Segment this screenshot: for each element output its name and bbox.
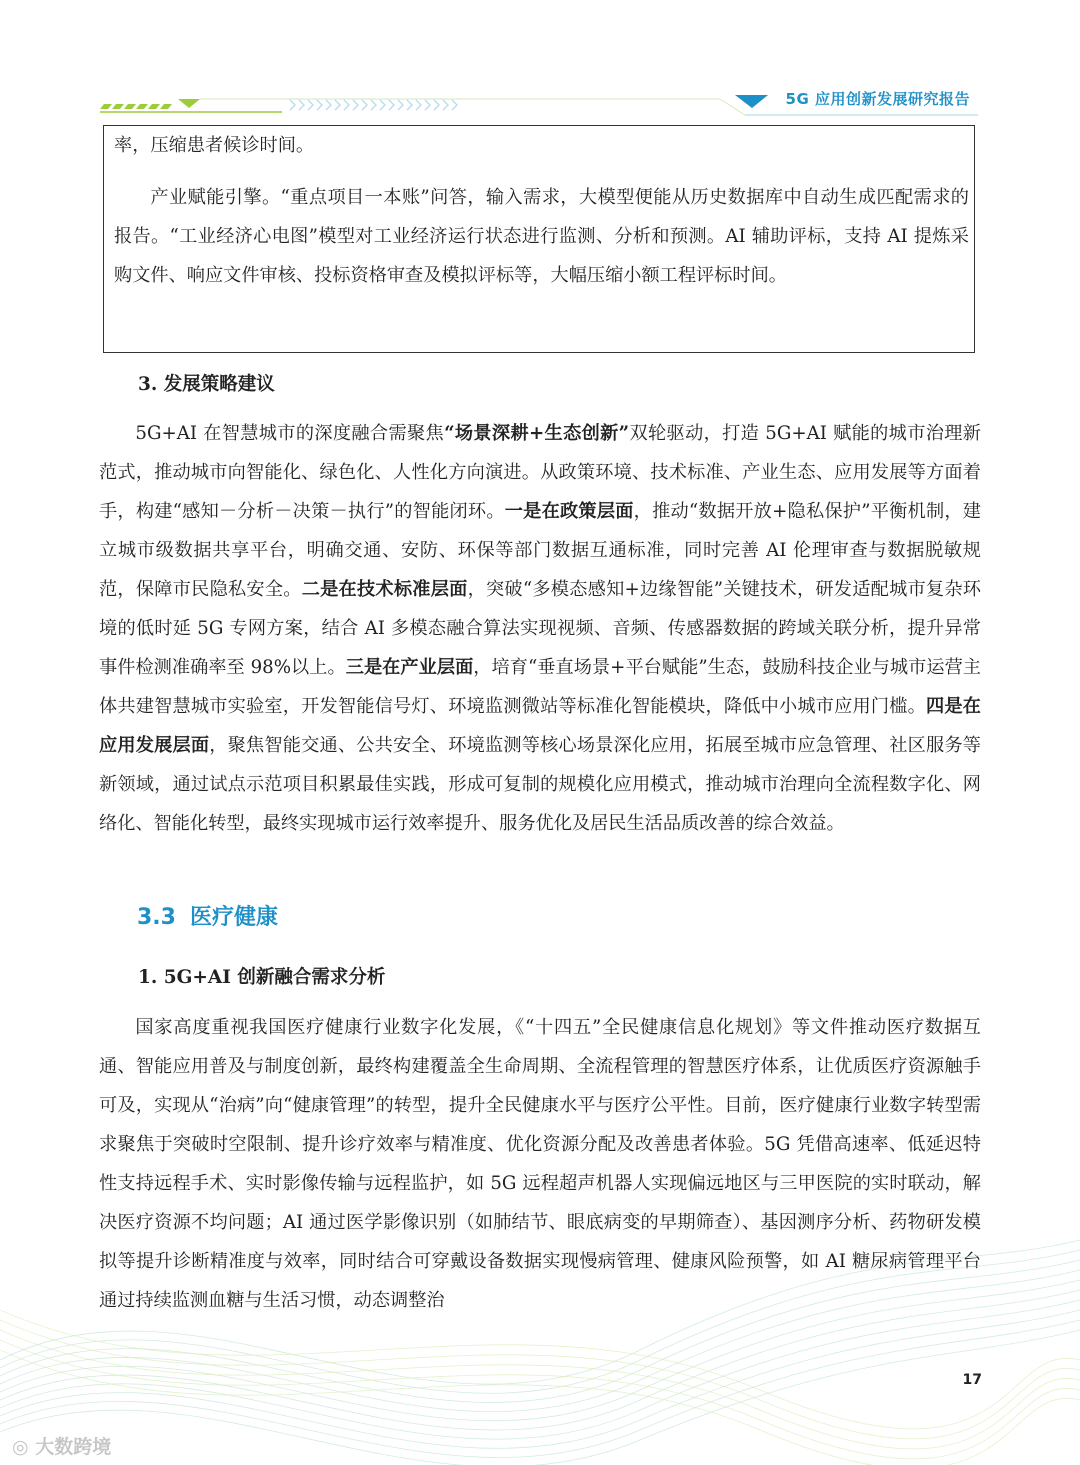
box-line: 率，压缩患者候诊时间。 [114,135,315,156]
section-title-text: 医疗健康 [189,905,278,930]
bold-run: 一是在政策层面 [504,501,634,522]
header-green-triangle [178,99,200,108]
bold-run: 三是在产业层面 [345,657,474,678]
watermark-text: 大数跨境 [35,1436,112,1458]
watermark [12,1432,111,1459]
text-run: 双轮驱动，打造 5G+AI 赋能的城市治理新范式，推动城市向智能化、绿色化、人性化方向演进。从政策环境、技术标准、产业生态、应用发展等方面着手，构建“感知－分析－决策－执行”的智能闭环。 [99,423,981,522]
section-number: 3.3 [137,905,176,930]
header-slash-marks [100,104,172,109]
bold-run: 二是在技术标准层面 [301,579,468,600]
bold-run: 四是在应用发展层面 [99,696,981,756]
text-run: ，突破“多模态感知+边缘智能”关键技术，研发适配城市复杂环境的低时延 5G 专网方案，结合 AI 多模态融合算法实现视频、音频、传感器数据的跨域关联分析，提升异常事件检测准确率至 98%以上。 [99,579,981,678]
header-chevrons [290,100,457,110]
footer-wave-decoration [0,1200,1080,1465]
section-title [137,900,278,931]
subsection-heading: 1. 5G+AI 创新融合需求分析 [138,967,386,988]
header-decoration [0,0,1080,130]
text-run: 5G+AI 在智慧城市的深度融合需聚焦 [135,423,445,444]
report-title: 5G 应用创新发展研究报告 [785,90,970,108]
bold-run: “场景深耕+生态创新” [444,423,630,444]
header-blue-triangle [735,95,768,108]
watermark-logo-icon: ◎ [12,1436,36,1458]
section-heading: 3. 发展策略建议 [138,374,275,395]
box-paragraph: 产业赋能引擎。“重点项目一本账”问答，输入需求，大模型便能从历史数据库中自动生成匹配需求的报告。“工业经济心电图”模型对工业经济运行状态进行监测、分析和预测。AI 辅助评标，支持 AI 提炼采购文件、响应文件审核、投标资格审查及模拟评标等，大幅压缩小额工程评标时间。 [114,187,969,286]
strategy-paragraph [99,414,981,843]
health-paragraph: 国家高度重视我国医疗健康行业数字化发展，《“十四五”全民健康信息化规划》等文件推动医疗数据互通、智能应用普及与制度创新，最终构建覆盖全生命周期、全流程管理的智慧医疗体系，让优质医疗资源触手可及，实现从“治病”向“健康管理”的转型，提升全民健康水平与医疗公平性。目前，医疗健康行业数字转型需求聚焦于突破时空限制、提升诊疗效率与精准度、优化资源分配及改善患者体验。5G 凭借高速率、低延迟特性支持远程手术、实时影像传输与远程监护，如 5G 远程超声机器人实现偏远地区与三甲医院的实时联动，解决医疗资源不均问题；AI 通过医学影像识别（如肺结节、眼底病变的早期筛查）、基因测序分析、药物研发模拟等提升诊断精准度与效率，同时结合可穿戴设备数据实现慢病管理、健康风险预警，如 AI 糖尿病管理平台通过持续监测血糖与生活习惯，动态调整治 [99,1017,981,1311]
text-box [103,125,975,353]
text-run: ，推动“数据开放+隐私保护”平衡机制，建立城市级数据共享平台，明确交通、安防、环保等部门数据互通标准，同时完善 AI 伦理审查与数据脱敏规范，保障市民隐私安全。 [99,501,981,600]
text-run: ，培育“垂直场景+平台赋能”生态，鼓励科技企业与城市运营主体共建智慧城市实验室，开发智能信号灯、环境监测微站等标准化智能模块，降低中小城市应用门槛。 [99,657,981,717]
page-number: 17 [962,1372,982,1388]
text-run: ，聚焦智能交通、公共安全、环境监测等核心场景深化应用，拓展至城市应急管理、社区服务等新领域，通过试点示范项目积累最佳实践，形成可复制的规模化应用模式，推动城市治理向全流程数字化、网络化、智能化转型，最终实现城市运行效率提升、服务优化及居民生活品质改善的综合效益。 [99,735,981,834]
